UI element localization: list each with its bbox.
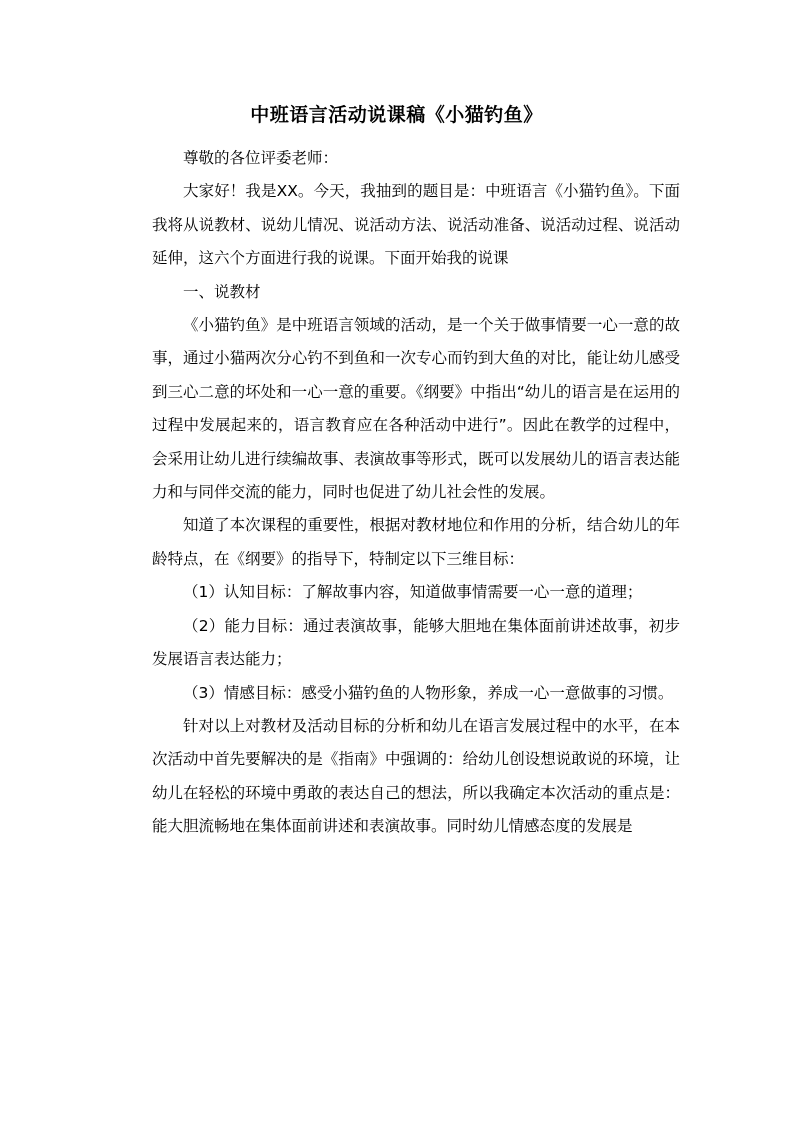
key-points-paragraph: 针对以上对教材及活动目标的分析和幼儿在语言发展过程中的水平，在本次活动中首先要解决的是《指南》中强调的：给幼儿创设想说敢说的环境，让幼儿在轻松的环境中勇敢的表达自己的想法，所以我确定本次活动的重点是：能大胆流畅地在集体面前讲述和表演故事。同时幼儿情感态度的发展是 xyxy=(152,716,680,836)
materials-paragraph: 《小猫钓鱼》是中班语言领域的活动，是一个关于做事情要一心一意的故事，通过小猫两次分心钓不到鱼和一次专心而钓到大鱼的对比，能让幼儿感受到三心二意的坏处和一心一意的重要。《纲要》中指出“幼儿的语言是在运用的过程中发展起来的，语言教育应在各种活动中进行”。因此在教学的过程中，会采用让幼儿进行续编故事、表演故事等形式，既可以发展幼儿的语言表达能力和与同伴交流的能力，同时也促进了幼儿社会性的发展。 xyxy=(152,316,680,502)
goal-cognitive: （1）认知目标：了解故事内容，知道做事情需要一心一意的道理； xyxy=(183,583,643,602)
salutation-paragraph: 尊敬的各位评委老师： xyxy=(183,149,339,167)
section-heading-materials: 一、说教材 xyxy=(183,282,261,301)
goal-ability: （2）能力目标：通过表演故事，能够大胆地在集体面前讲述故事，初步发展语言表达能力； xyxy=(152,616,680,669)
goals-intro-paragraph: 知道了本次课程的重要性，根据对教材地位和作用的分析，结合幼儿的年龄特点，在《纲要》的指导下，特制定以下三维目标： xyxy=(152,516,680,568)
document-body xyxy=(152,142,680,844)
document-title: 中班语言活动说课稿《小猫钓鱼》 xyxy=(250,104,543,126)
goal-emotional: （3）情感目标：感受小猫钓鱼的人物形象，养成一心一意做事的习惯。 xyxy=(183,683,674,702)
intro-paragraph: 大家好！我是XX。今天，我抽到的题目是：中班语言《小猫钓鱼》。下面我将从说教材、说幼儿情况、说活动方法、说活动准备、说活动过程、说活动延伸，这六个方面进行我的说课。下面开始我的说课 xyxy=(152,182,680,268)
